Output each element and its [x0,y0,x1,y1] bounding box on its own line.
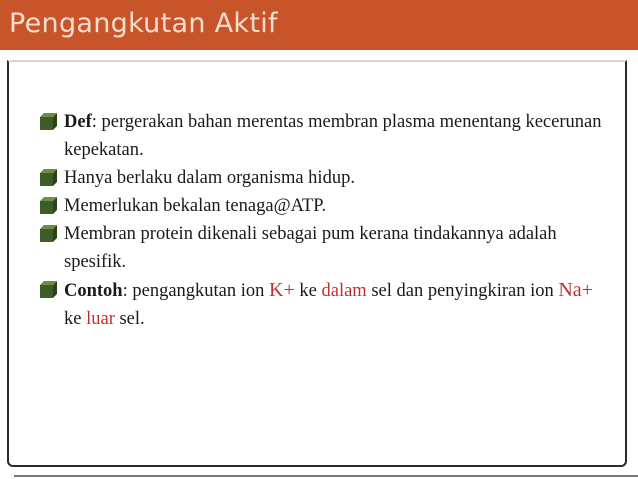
bullet-icon [40,113,57,130]
ion-sodium: Na+ [558,279,593,301]
bullet-term: Def [64,112,92,132]
direction-in: dalam [321,281,367,301]
bullet-item-definition [40,108,610,164]
bullet-text: : pengangkutan ion [122,281,270,301]
bullet-text: Hanya berlaku dalam organisma hidup. [64,168,355,188]
bullet-item [40,192,610,220]
title-bar [0,0,638,50]
ion-potassium: K+ [269,279,295,301]
bullet-text: ke [294,281,322,301]
bullet-icon [40,225,57,242]
bullet-text: Membran protein dikenali sebagai pum kerana tindakannya adalah spesifik. [64,224,557,272]
bullet-text: Memerlukan bekalan tenaga@ATP. [64,196,327,216]
bullet-item [40,164,610,192]
footer-line [14,475,638,477]
bullet-icon [40,281,57,298]
bullet-text: : pergerakan bahan merentas membran plasma menentang kecerunan kepekatan. [64,112,602,160]
bullet-text: sel. [114,309,145,329]
bullet-text: ke [64,309,87,329]
bullet-icon [40,197,57,214]
bullet-list [40,108,610,333]
bullet-icon [40,169,57,186]
bullet-term: Contoh [64,281,123,301]
slide-title: Pengangkutan Aktif [9,8,278,39]
bullet-item [40,220,610,276]
bullet-text: sel dan penyingkiran ion [366,281,559,301]
bullet-item-example [40,276,610,333]
direction-out: luar [86,309,115,329]
